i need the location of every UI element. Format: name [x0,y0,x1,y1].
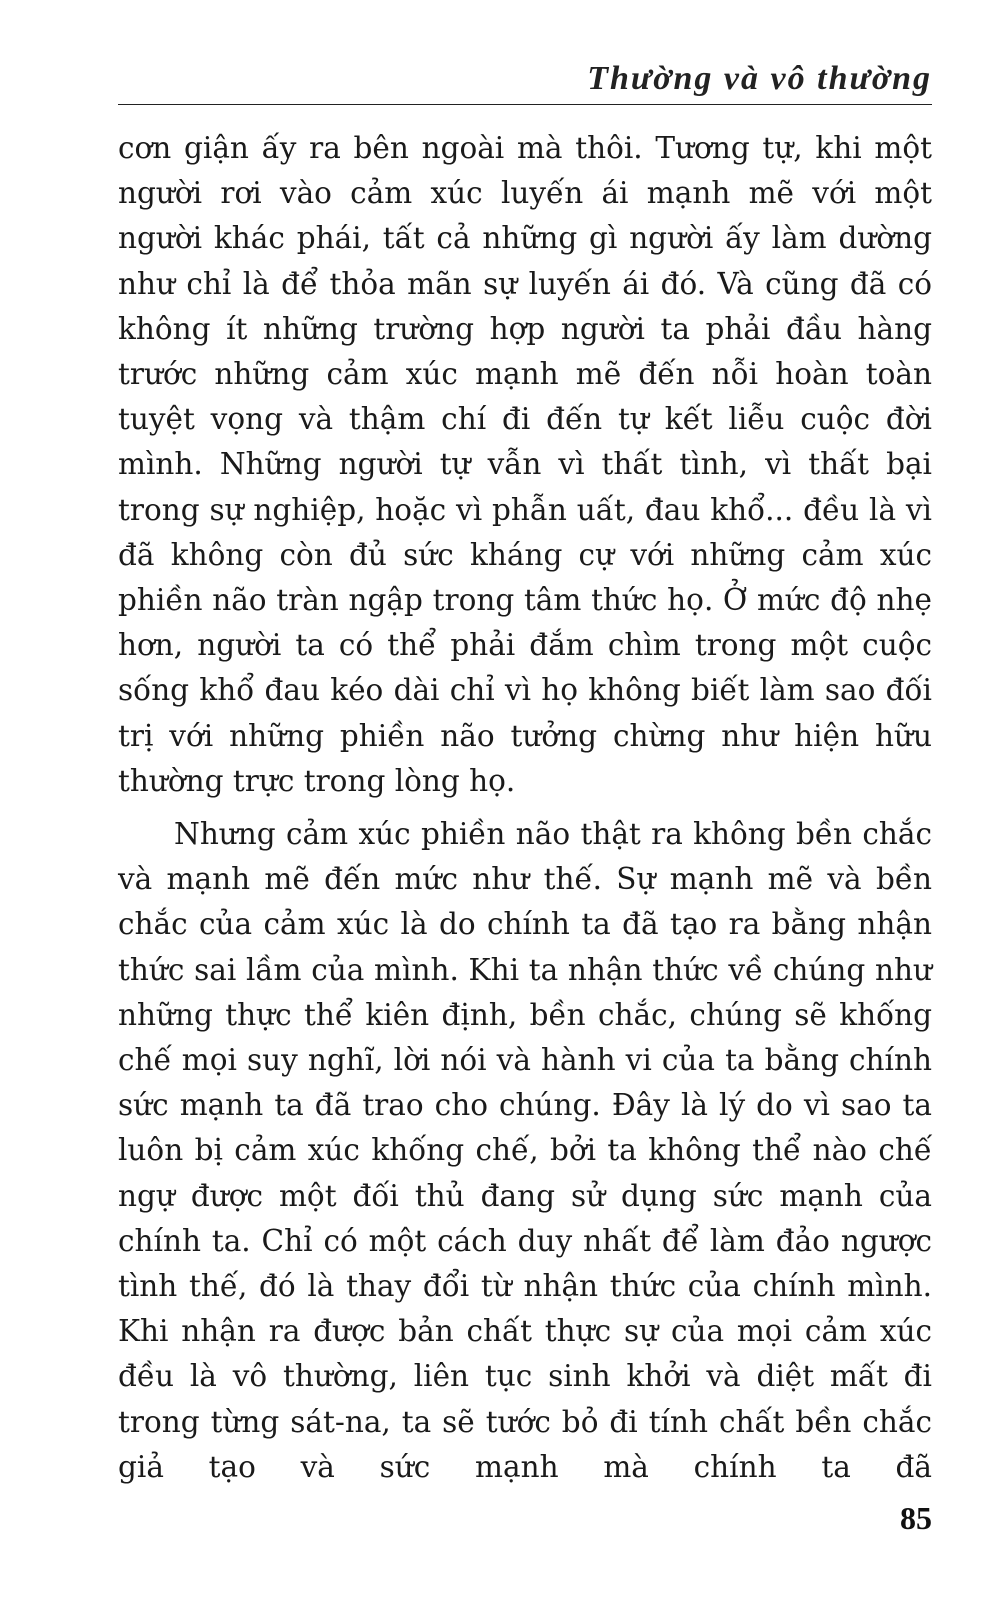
page-header [118,52,932,105]
page-number: 85 [900,1500,932,1536]
body-text [118,126,932,1490]
running-title: Thường và vô thường [587,60,932,97]
paragraph: cơn giận ấy ra bên ngoài mà thôi. Tương tự, khi một người rơi vào cảm xúc luyến ái mạnh mẽ với một người khác phái, tất cả những gì người ấy làm dường như chỉ là để thỏa mãn sự luyến ái đó. Và cũng đã có không ít những trường hợp người ta phải đầu hàng trước những cảm xúc mạnh mẽ đến nỗi hoàn toàn tuyệt vọng và thậm chí đi đến tự kết liễu cuộc đời mình. Những người tự vẫn vì thất tình, vì thất bại trong sự nghiệp, hoặc vì phẫn uất, đau khổ... đều là vì đã không còn đủ sức kháng cự với những cảm xúc phiền não tràn ngập trong tâm thức họ. Ở mức độ nhẹ hơn, người ta có thể phải đắm chìm trong một cuộc sống khổ đau kéo dài chỉ vì họ không biết làm sao đối trị với những phiền não tưởng chừng như hiện hữu thường trực trong lòng họ. [118,131,932,798]
paragraph: Nhưng cảm xúc phiền não thật ra không bền chắc và mạnh mẽ đến mức như thế. Sự mạnh mẽ và bền chắc của cảm xúc là do chính ta đã tạo ra bằng nhận thức sai lầm của mình. Khi ta nhận thức về chúng như những thực thể kiên định, bền chắc, chúng sẽ khống chế mọi suy nghĩ, lời nói và hành vi của ta bằng chính sức mạnh ta đã trao cho chúng. Đây là lý do vì sao ta luôn bị cảm xúc khống chế, bởi ta không thể nào chế ngự được một đối thủ đang sử dụng sức mạnh của chính ta. Chỉ có một cách duy nhất để làm đảo ngược tình thế, đó là thay đổi từ nhận thức của chính mình. Khi nhận ra được bản chất thực sự của mọi cảm xúc đều là vô thường, liên tục sinh khởi và diệt mất đi trong từng sát-na, ta sẽ tước bỏ đi tính chất bền chắc giả tạo và sức mạnh mà chính ta đã [118,817,932,1484]
